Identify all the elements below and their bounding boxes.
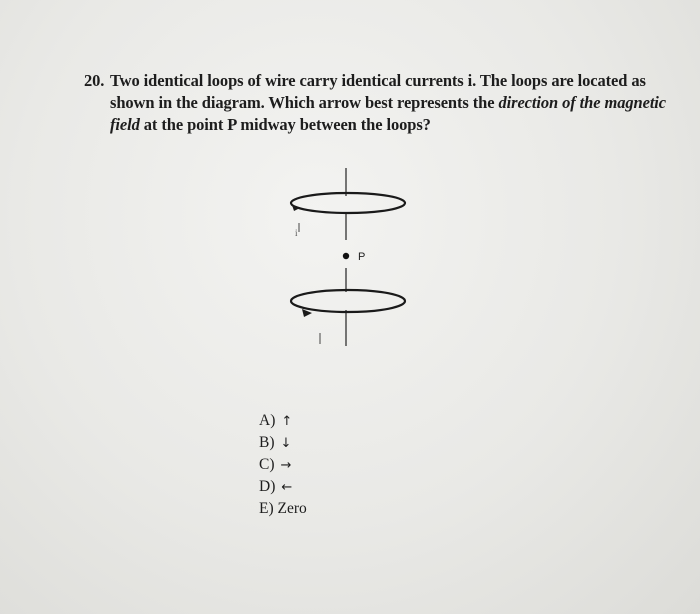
point-p-dot <box>343 253 349 259</box>
choice-e-text: Zero <box>277 500 307 517</box>
question-number: 20. <box>84 71 105 90</box>
two-loops-diagram <box>280 168 420 358</box>
question-emphasis-direction: direction of the magnetic <box>498 93 667 112</box>
choice-c[interactable] <box>259 454 307 476</box>
question-20 <box>84 70 667 136</box>
question-text-line-1: Two identical loops of wire carry identical currents i. The loops are located as <box>110 71 646 90</box>
down-arrow-icon: ↓ <box>280 436 292 451</box>
choice-e[interactable] <box>259 498 307 519</box>
lower-loop <box>291 290 405 312</box>
upper-loop-arrow-icon <box>292 205 300 211</box>
question-text-line-3b: at the point P midway between the loops? <box>139 115 431 134</box>
point-p-label: P <box>358 251 366 263</box>
question-text-line-2a: shown in the diagram. Which arrow best represents the <box>110 93 499 112</box>
right-arrow-icon: → <box>280 458 292 473</box>
current-label: i <box>295 228 298 238</box>
choice-letter: C) <box>259 456 275 473</box>
up-arrow-icon: ↑ <box>281 414 293 429</box>
upper-loop <box>291 193 405 213</box>
choice-letter: A) <box>259 412 276 429</box>
question-emphasis-field: field <box>110 115 140 134</box>
left-arrow-icon: ← <box>281 480 293 495</box>
answer-choices <box>259 410 307 519</box>
question-line-1 <box>84 70 644 92</box>
question-line-3 <box>84 114 644 136</box>
choice-letter: E) <box>259 500 274 517</box>
choice-b[interactable] <box>259 432 307 454</box>
choice-a[interactable] <box>259 410 307 432</box>
choice-letter: B) <box>259 434 275 451</box>
choice-letter: D) <box>259 478 276 495</box>
choice-d[interactable] <box>259 476 307 498</box>
question-line-2 <box>84 92 667 114</box>
